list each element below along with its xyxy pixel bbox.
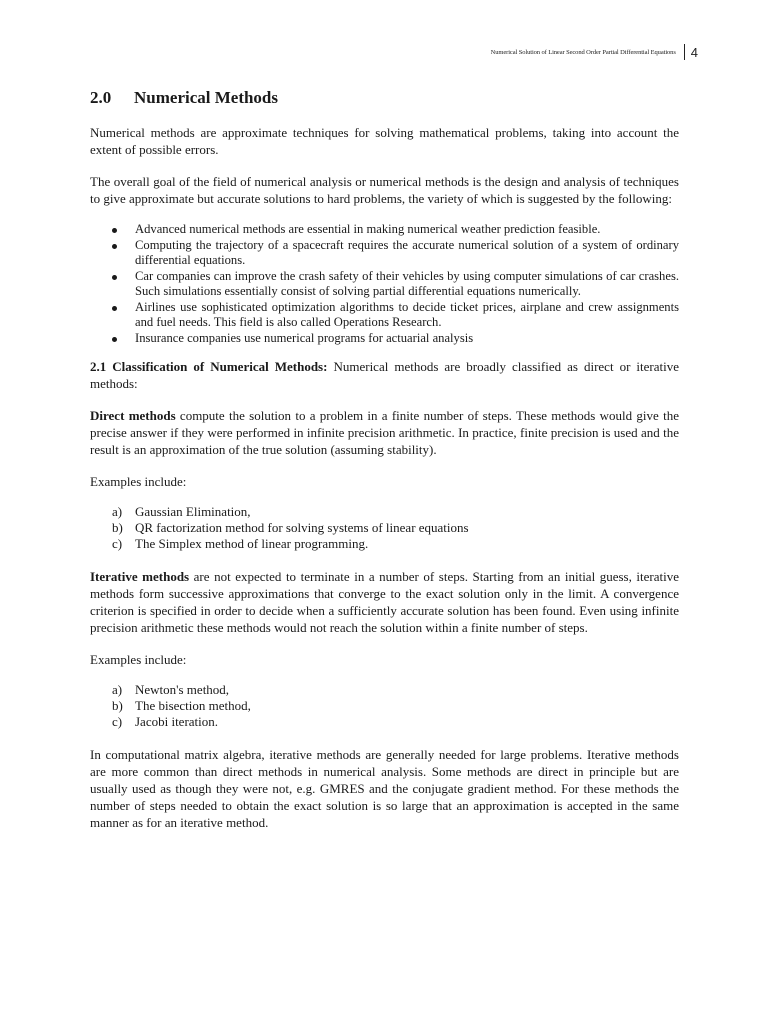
- direct-examples-list: [90, 504, 679, 552]
- page-number: 4: [690, 44, 698, 60]
- direct-methods-term: Direct methods: [90, 408, 176, 423]
- list-item: b) QR factorization method for solving systems of linear equations: [112, 520, 469, 535]
- subsection-heading: 2.1 Classification of Numerical Methods:: [90, 359, 328, 374]
- classification-paragraph: 2.1 Classification of Numerical Methods: Numerical methods are broadly classified as direct or iterative methods:: [90, 359, 679, 391]
- list-item: Advanced numerical methods are essential in making numerical weather prediction feasible.: [90, 222, 679, 238]
- section-number: 2.0: [90, 88, 112, 107]
- running-title: Numerical Solution of Linear Second Order Partial Differential Equations: [490, 48, 676, 56]
- bullet-icon: [112, 228, 117, 233]
- direct-methods-paragraph: Direct methods compute the solution to a problem in a finite number of steps. These methods would give the precise answer if they were performed in infinite precision arithmetic. In practice, finite precision is used and the result is an approximation of the true solution (assuming stability).: [90, 408, 679, 457]
- header-divider: [684, 44, 685, 60]
- list-item: a) Newton's method,: [112, 682, 230, 697]
- list-item: Insurance companies use numerical programs for actuarial analysis: [90, 331, 679, 347]
- page-content: [90, 88, 679, 846]
- direct-examples-label: Examples include:: [90, 474, 187, 489]
- list-item: Car companies can improve the crash safety of their vehicles by using computer simulations of car crashes. Such simulations essentially consist of solving partial differential equations numerically.: [90, 269, 679, 300]
- intro-paragraph-1: Numerical methods are approximate techniques for solving mathematical problems, taking into account the extent of possible errors.: [90, 125, 679, 157]
- iterative-examples-label: Examples include:: [90, 652, 187, 667]
- page-header: [491, 44, 698, 60]
- section-heading: [90, 88, 679, 108]
- list-item: Airlines use sophisticated optimization algorithms to decide ticket prices, airplane and crew assignments and fuel needs. This field is also called Operations Research.: [90, 300, 679, 331]
- bullet-icon: [112, 275, 117, 280]
- list-item: b) The bisection method,: [112, 698, 251, 713]
- intro-paragraph-2: The overall goal of the field of numerical analysis or numerical methods is the design and analysis of techniques to give approximate but accurate solutions to hard problems, the variety of which is suggested by the following:: [90, 174, 679, 206]
- applications-list: [90, 222, 679, 346]
- bullet-icon: [112, 306, 117, 311]
- iterative-examples-list: [90, 682, 679, 730]
- list-item: a) Gaussian Elimination,: [112, 504, 251, 519]
- bullet-icon: [112, 244, 117, 249]
- bullet-icon: [112, 337, 117, 342]
- list-item: Computing the trajectory of a spacecraft requires the accurate numerical solution of a system of ordinary differential equations.: [90, 238, 679, 269]
- iterative-methods-paragraph: Iterative methods are not expected to terminate in a number of steps. Starting from an initial guess, iterative methods form successive approximations that converge to the exact solution only in the limit. A convergence criterion is specified in order to decide when a sufficiently accurate solution has been found. Even using infinite precision arithmetic these methods would not reach the solution within a finite number of steps.: [90, 569, 679, 635]
- iterative-methods-term: Iterative methods: [90, 569, 190, 584]
- list-item: c) The Simplex method of linear programming.: [112, 536, 369, 551]
- section-title: Numerical Methods: [134, 88, 279, 107]
- list-item: c) Jacobi iteration.: [112, 714, 219, 729]
- closing-paragraph: In computational matrix algebra, iterative methods are generally needed for large problems. Iterative methods are more common than direct methods in numerical analysis. Some methods are direct in principle but are usually used as though they were not, e.g. GMRES and the conjugate gradient method. For these methods the number of steps needed to obtain the exact solution is so large that an approximation is accepted in the same manner as for an iterative method.: [90, 747, 679, 830]
